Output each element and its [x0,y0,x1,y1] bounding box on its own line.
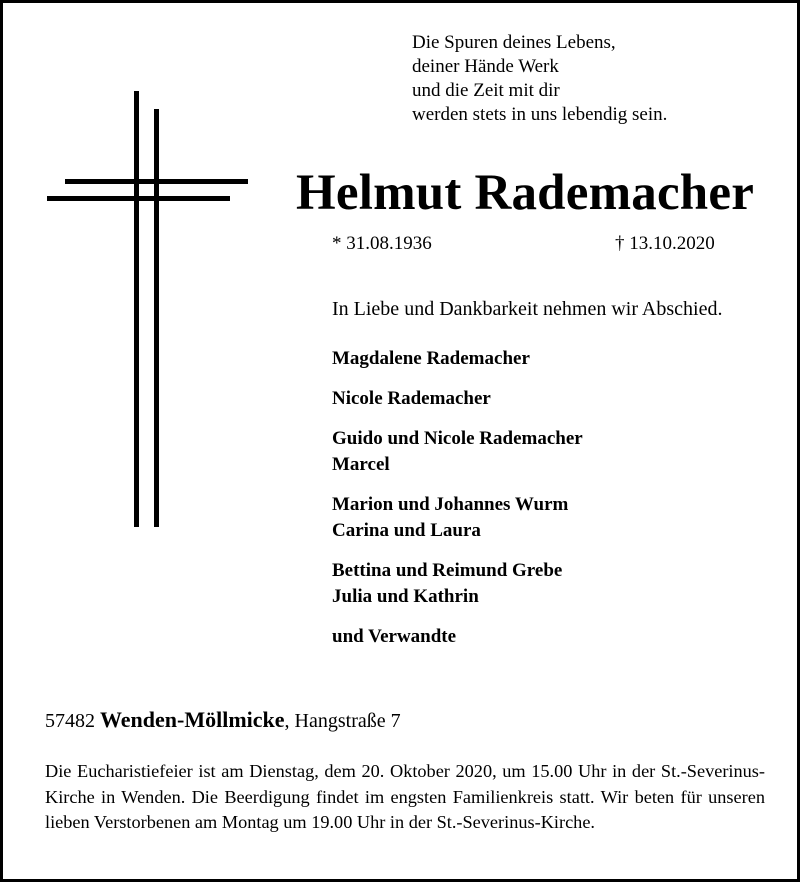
mourner-name: Nicole Rademacher [332,388,491,409]
mourner-name: Julia und Kathrin [332,586,479,607]
deceased-name: Helmut Rademacher [296,165,755,221]
quote-line: werden stets in uns lebendig sein. [412,104,668,125]
mourner-name: Marcel [332,454,390,475]
mourner-group [332,346,772,372]
mourner-name: Carina und Laura [332,520,481,541]
postcode: 57482 [45,710,95,732]
mourner-name: Magdalene Rademacher [332,348,530,369]
mourner-group [332,492,772,544]
quote-line: deiner Hände Werk [412,56,559,77]
mourner-name: Bettina und Reimund Grebe [332,560,563,581]
family-address [45,707,401,734]
memorial-quote [412,31,742,127]
street: , Hangstraße 7 [284,710,401,732]
quote-line: Die Spuren deines Lebens, [412,32,616,53]
mourner-group [332,624,772,650]
death-date: † 13.10.2020 [615,233,715,254]
mourner-name: Marion und Johannes Wurm [332,494,569,515]
mourner-group [332,386,772,412]
service-notice: Die Eucharistiefeier ist am Dienstag, dem 20. Oktober 2020, um 15.00 Uhr in der St.-Severinus-Kirche in Wenden. Die Beerdigung findet im engsten Familienkreis statt. Wir beten für unseren lieben Verstorbenen am Montag um 19.00 Uhr in der St.-Severinus-Kirche. [45,761,765,832]
mourners-list [332,346,772,664]
mourner-name: und Verwandte [332,626,457,647]
mourner-group [332,426,772,478]
birth-date: * 31.08.1936 [332,233,432,254]
mourner-group [332,558,772,610]
farewell-text: In Liebe und Dankbarkeit nehmen wir Abschied. [332,298,723,320]
city: Wenden-Möllmicke [100,707,285,732]
mourner-name: Guido und Nicole Rademacher [332,428,583,449]
quote-line: und die Zeit mit dir [412,80,560,101]
